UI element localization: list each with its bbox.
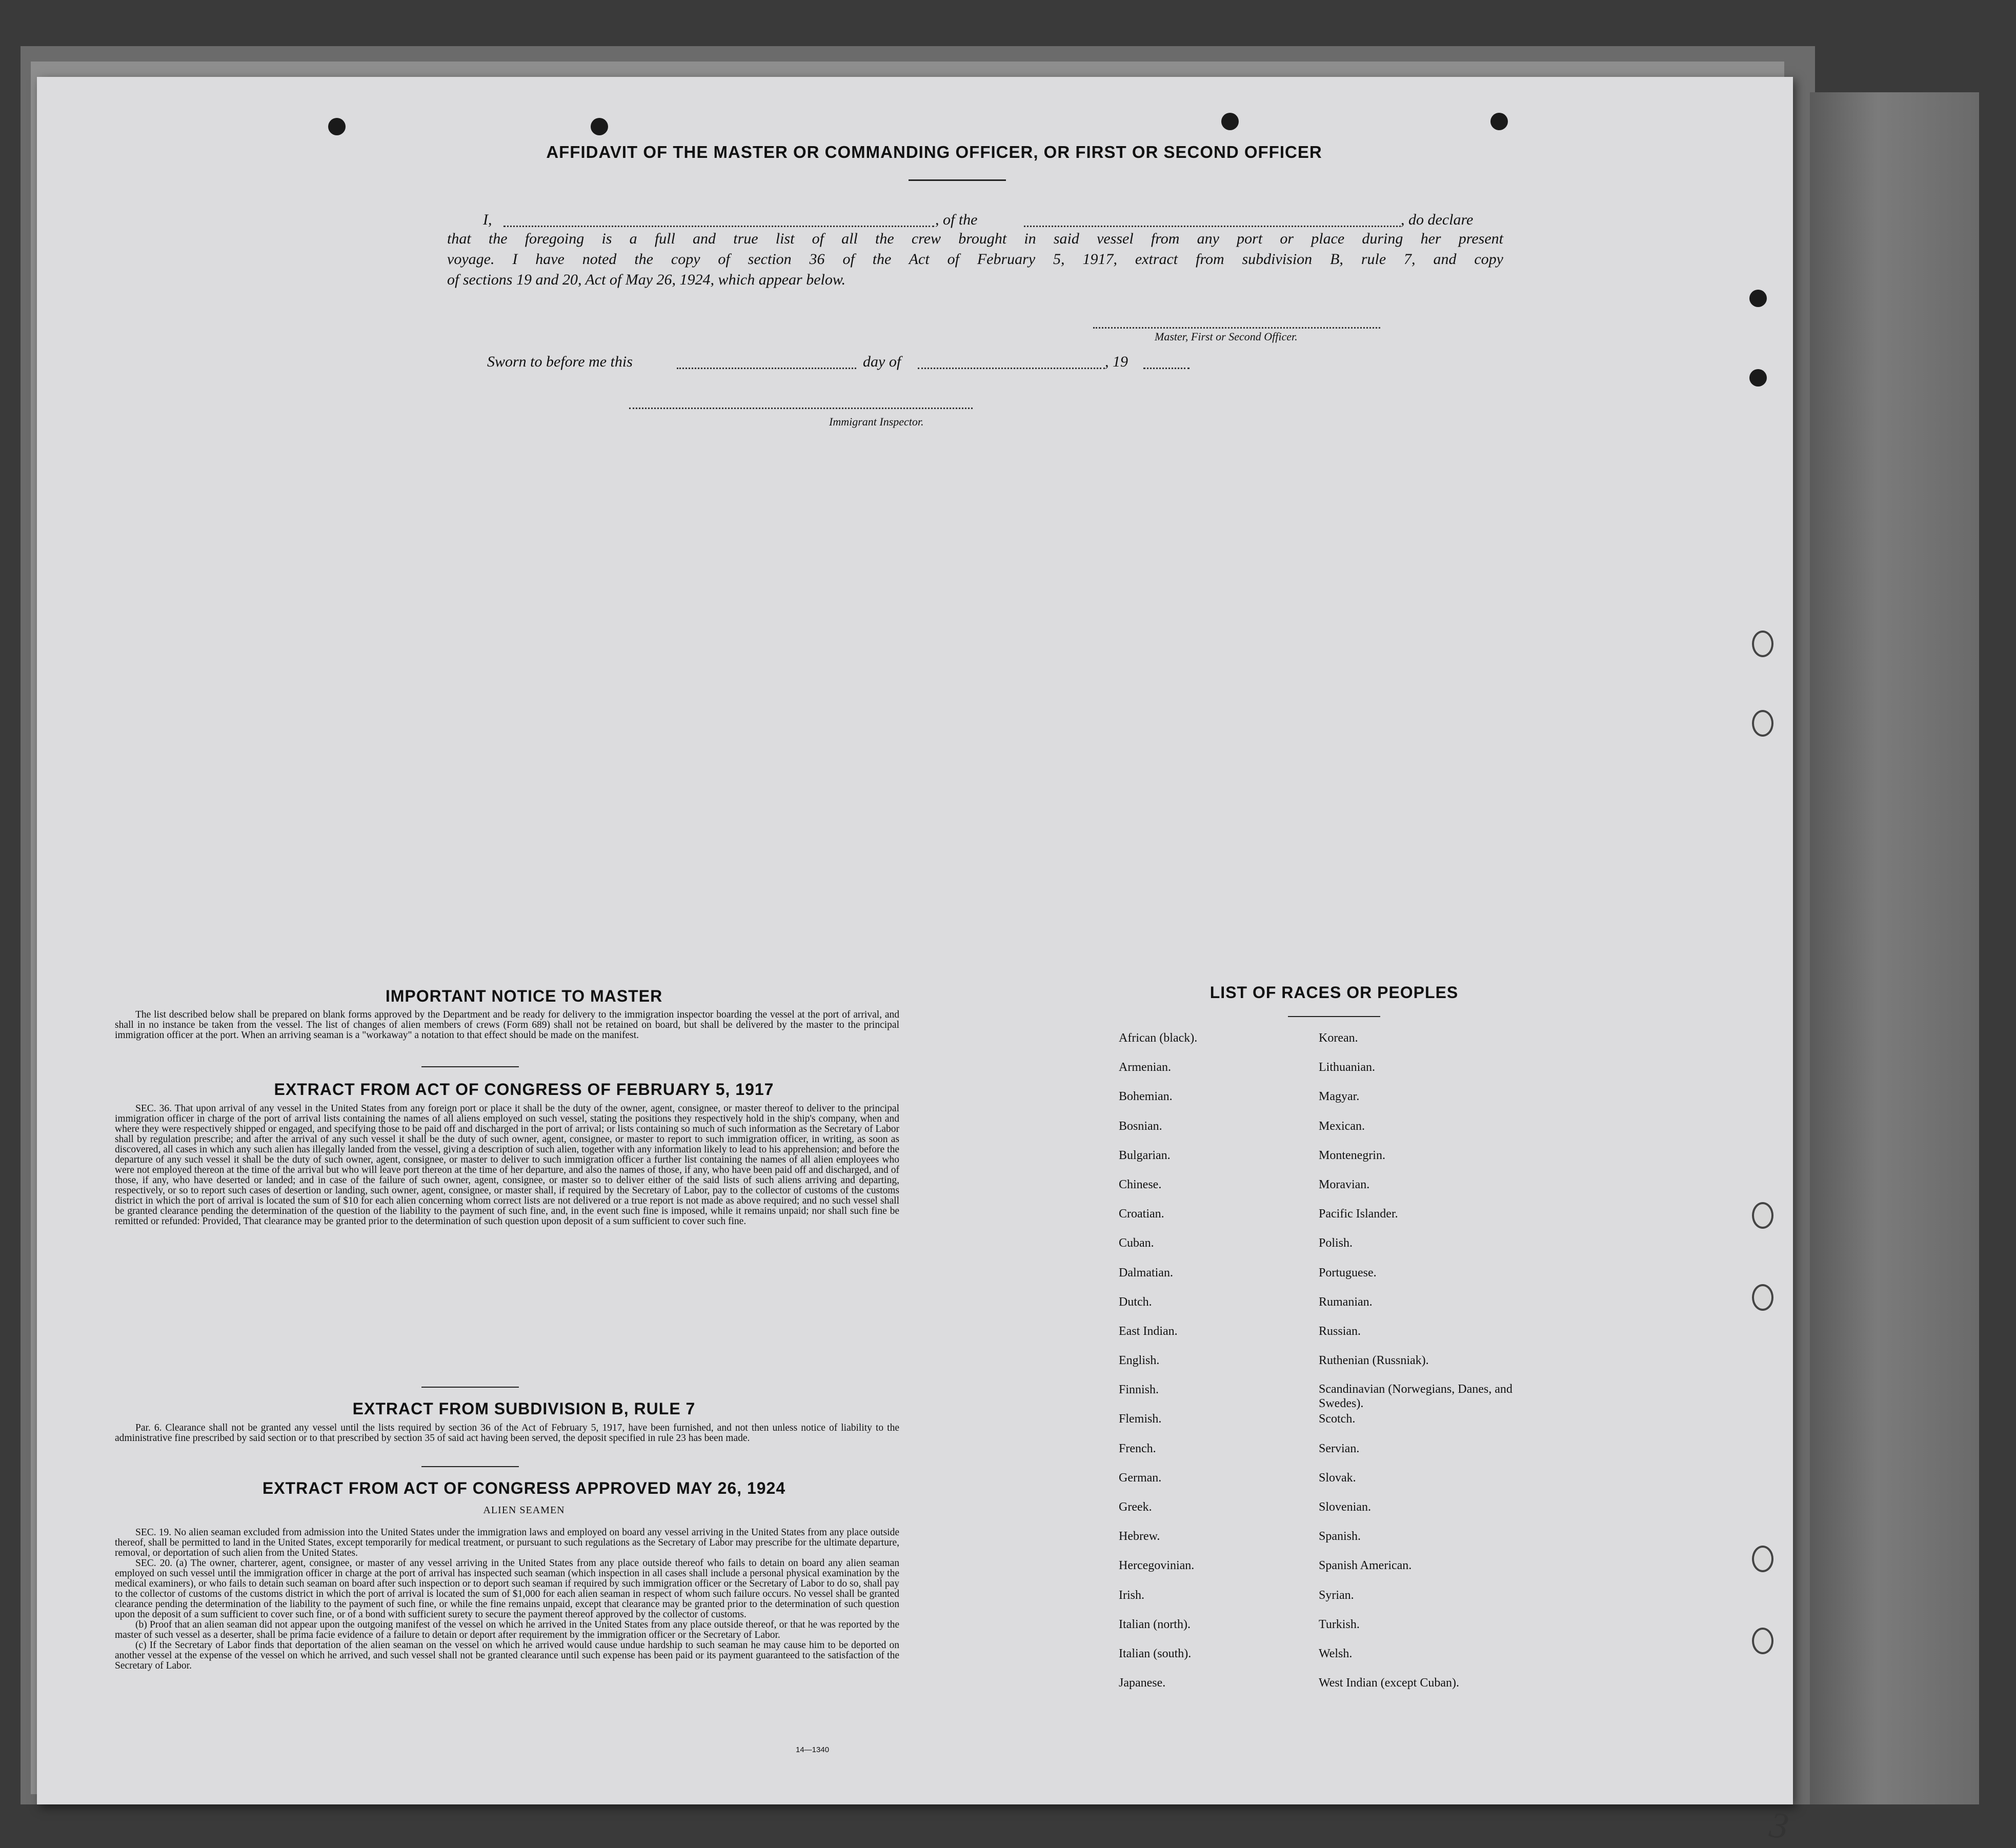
ring-hole [1752,631,1773,657]
section-rule [421,1387,519,1388]
ring-hole [1752,1546,1773,1572]
sworn-year-blank[interactable] [1143,368,1190,369]
ring-hole [1752,1628,1773,1654]
sec-20b-text: (b) Proof that an alien seaman did not appear upon the outgoing manifest of the vessel on which he arrived in the United States from any place outside thereof, or that he was reported by the master of such vessel as a deserter, shall be prima facie evidence of a failure to detain or deport after requirement by the immigration officer or the Secretary of Labor. [115,1619,899,1640]
punch-hole [1221,113,1239,130]
race-right-item: Slovak. [1319,1471,1356,1485]
race-right-item: Syrian. [1319,1588,1354,1602]
inspector-signature-blank[interactable] [629,408,973,409]
binder-strip [1810,92,1979,1804]
race-left-item: Bohemian. [1119,1090,1173,1104]
affidavit-line-1 [483,209,1508,231]
race-right-item: Russian. [1319,1324,1361,1338]
master-signature-blank[interactable] [1093,327,1380,329]
race-left-item: Dalmatian. [1119,1266,1173,1280]
vessel-blank[interactable] [1024,226,1401,227]
race-left-item: Hercegovinian. [1119,1559,1195,1573]
races-rule [1288,1016,1380,1017]
race-left-item: English. [1119,1354,1160,1368]
name-blank[interactable] [503,226,934,227]
race-left-item: Irish. [1119,1588,1144,1602]
race-left-item: French. [1119,1441,1156,1455]
of-the-label: , of the [935,211,978,228]
race-right-item: Turkish. [1319,1617,1360,1631]
races-right-column [1319,1030,1524,1704]
day-of-label: day of [863,353,901,370]
race-right-item: Magyar. [1319,1090,1360,1104]
ring-hole [1752,1202,1773,1229]
race-left-item: Dutch. [1119,1295,1152,1309]
notice-text: The list described below shall be prepared on blank forms approved by the Department and be ready for delivery to the immigration inspector boarding the vessel at the port of arrival, and shall in no instance be taken from the vessel. The list of changes of alien members of crews (Form 689) shall not be retained on board, but shall be delivered by the master to the principal immigration officer at the port. When an arriving seaman is a "workaway" a notation to that effect should be made on the manifest. [115,1009,899,1041]
race-right-item: Scotch. [1319,1412,1356,1426]
form-number: 14—1340 [796,1745,830,1754]
race-left-item: Italian (south). [1119,1647,1192,1660]
race-right-item: Servian. [1319,1441,1360,1455]
bleed-through-area [304,436,1739,1000]
section-rule [421,1466,519,1467]
race-left-item: Cuban. [1119,1236,1154,1250]
ring-hole [1752,710,1773,737]
sworn-label: Sworn to before me this [487,353,633,370]
sec-20a-text: SEC. 20. (a) The owner, charterer, agent, consignee, or master of any vessel arriving in the United States from any place outside thereof who fails to detain on board any alien seaman employed on such vessel until the immigration officer in charge at the port of arrival has inspected such seaman (which inspection in all cases shall include a personal physical examination by the medical examiners), or who fails to detain such seaman on board after such inspection or to deport such seaman if required by such immigration officer or the Secretary of Labor to do so, shall pay to the collector of customs of the customs district in which the port of arrival is located the sum of $1,000 for each alien seaman in respect of whom such failure occurs. No vessel shall be granted clearance pending the determination of the liability to the payment of such fine, or while the fine remains unpaid, except that clearance may be granted prior to the determination of such question upon the deposit of a sum sufficient to cover such fine, or of a bond with sufficient surety to secure the payment thereof approved by the collector of customs. [115,1558,899,1620]
sec-20c-text: (c) If the Secretary of Labor finds that deportation of the alien seaman on the vessel on which he arrived would cause undue hardship to such seaman he may cause him to be deported on another vessel at the expense of the vessel on which he arrived, and such vessel shall not be granted clearance until such expense has been paid or its payment guaranteed to the satisfaction of the Secretary of Labor. [115,1640,899,1671]
race-left-item: Italian (north). [1119,1617,1191,1631]
master-caption: Master, First or Second Officer. [1155,330,1298,343]
i-label: I, [483,211,492,228]
race-left-item: Finnish. [1119,1383,1159,1397]
race-right-item: Spanish. [1319,1530,1361,1544]
race-left-item: African (black). [1119,1031,1198,1045]
race-left-item: Flemish. [1119,1412,1162,1426]
race-right-item: Welsh. [1319,1647,1353,1660]
section-rule [421,1066,519,1067]
race-right-item: Montenegrin. [1319,1148,1385,1162]
race-right-item: Rumanian. [1319,1295,1373,1309]
alien-seamen-subtitle: ALIEN SEAMEN [483,1505,565,1516]
race-right-item: Lithuanian. [1319,1061,1375,1074]
extract-rule7-text: Par. 6. Clearance shall not be granted any vessel until the lists required by section 36 of the Act of February 5, 1917, have been furnished, and not then unless notice of liability to the administrative fine prescribed by said section or to that prescribed by section 35 of said act having been served, the deposit specified in rule 23 has been made. [115,1423,899,1444]
affidavit-line-4: of sections 19 and 20, Act of May 26, 1924, which appear below. [447,271,846,288]
race-left-item: East Indian. [1119,1324,1178,1338]
race-left-item: Greek. [1119,1500,1152,1514]
affidavit-title: AFFIDAVIT OF THE MASTER OR COMMANDING OFFICER, OR FIRST OR SECOND OFFICER [546,143,1322,161]
sworn-line [487,351,1256,373]
title-rule [909,179,1006,181]
extract-1917-text: SEC. 36. That upon arrival of any vessel in the United States from any foreign port or place it shall be the duty of the owner, agent, consignee, or master thereof to deliver to the principal immigration officer in charge of the port of arrival lists containing the names of all aliens employed on such vessel, stating the positions they respectively hold in the ship's company, when and where they were respectively shipped or engaged, and specifying those to be paid off and discharged in the port of arrival; or lists containing so much of such information as the Secretary of Labor shall by regulation prescribe; and after the arrival of any such vessel it shall be the duty of such owner, agent, consignee, or master to report to such immigration officer, in writing, as soon as discovered, all cases in which any such alien has illegally landed from the vessel, giving a description of such alien, together with any information likely to lead to his apprehension; and before the departure of any such vessel it shall be the duty of such owner, agent, consignee, or master to deliver to such immigration officer a further list containing the names of all alien employees who were not employed thereon at the time of the arrival but who will leave port thereon at the time of her departure, and also the names of those, if any, who have been paid off and discharged, and of those, if any, who have deserted or landed; and in case of the failure of such owner, agent, consignee, or master so to deliver either of the said lists of such aliens arriving and departing, respectively, or so to report such cases of desertion or landing, such owner, agent, consignee, or master shall, if required by the Secretary of Labor, pay to the collector of customs of the customs district in which the port of arrival is located the sum of $10 for each alien concerning whom correct lists are not delivered or a true report is not made as above required; and no such vessel shall be granted clearance pending the determination of the question of the liability to the payment of such fine, and, in the event such fine is imposed, while it remains unpaid; nor shall such fine be remitted or refunded: Provided, That clearance may be granted prior to the determination of such question upon deposit of a sum sufficient to cover such fine. [115,1103,899,1227]
document-page [37,77,1793,1847]
punch-hole [328,118,346,135]
affidavit-line-2: that the foregoing is a full and true list of all the crew brought in said vessel from any port or place during her present [447,230,1503,247]
race-left-item: Armenian. [1119,1061,1171,1074]
year-label: , 19 [1105,353,1128,370]
do-declare-label: , do declare [1401,211,1474,228]
extract-1924-title: EXTRACT FROM ACT OF CONGRESS APPROVED MAY 26, 1924 [262,1479,786,1497]
extract-1924-text [115,1528,899,1671]
race-right-item: Scandinavian (Norwegians, Danes, and Swedes). [1319,1383,1513,1411]
race-right-item: Pacific Islander. [1319,1207,1398,1221]
race-right-item: Ruthenian (Russniak). [1319,1354,1429,1368]
race-right-item: Portuguese. [1319,1266,1377,1280]
extract-rule7-title: EXTRACT FROM SUBDIVISION B, RULE 7 [352,1399,696,1418]
inspector-caption: Immigrant Inspector. [829,415,924,428]
race-right-item: Moravian. [1319,1177,1370,1191]
ring-hole [1752,1284,1773,1311]
sec-19-text: SEC. 19. No alien seaman excluded from admission into the United States under the immigration laws and employed on board any vessel arriving in the United States from any place outside thereof, shall be permitted to land in the United States, except temporarily for medical treatment, or pursuant to such regulations as the Secretary of Labor may prescribe for the ultimate departure, removal, or deportation of such alien from the United States. [115,1527,899,1558]
race-left-item: Croatian. [1119,1207,1164,1221]
notice-title: IMPORTANT NOTICE TO MASTER [385,987,663,1005]
race-right-item: Slovenian. [1319,1500,1371,1514]
race-right-item: West Indian (except Cuban). [1319,1676,1459,1690]
affidavit-line-3: voyage. I have noted the copy of section 36 of the Act of February 5, 1917, extract from subdivision B, rule 7, and copy [447,251,1503,268]
race-left-item: German. [1119,1471,1162,1485]
race-left-item: Bosnian. [1119,1119,1162,1133]
race-left-item: Hebrew. [1119,1530,1160,1544]
race-left-item: Bulgarian. [1119,1148,1171,1162]
races-left-column [1119,1030,1303,1704]
extract-1917-title: EXTRACT FROM ACT OF CONGRESS OF FEBRUARY 5, 1917 [274,1080,774,1099]
races-title: LIST OF RACES OR PEOPLES [1209,983,1459,1002]
race-left-item: Japanese. [1119,1676,1166,1690]
punch-hole [591,118,608,135]
punch-hole [1749,369,1767,387]
sworn-month-blank[interactable] [918,368,1105,369]
race-right-item: Spanish American. [1319,1559,1412,1573]
punch-hole [1749,290,1767,307]
punch-hole [1490,113,1508,130]
sworn-day-blank[interactable] [677,368,856,369]
race-right-item: Mexican. [1319,1119,1365,1133]
race-right-item: Polish. [1319,1236,1353,1250]
race-left-item: Chinese. [1119,1177,1162,1191]
marginal-mark: 3 [1767,1803,1791,1847]
race-right-item: Korean. [1319,1031,1358,1045]
